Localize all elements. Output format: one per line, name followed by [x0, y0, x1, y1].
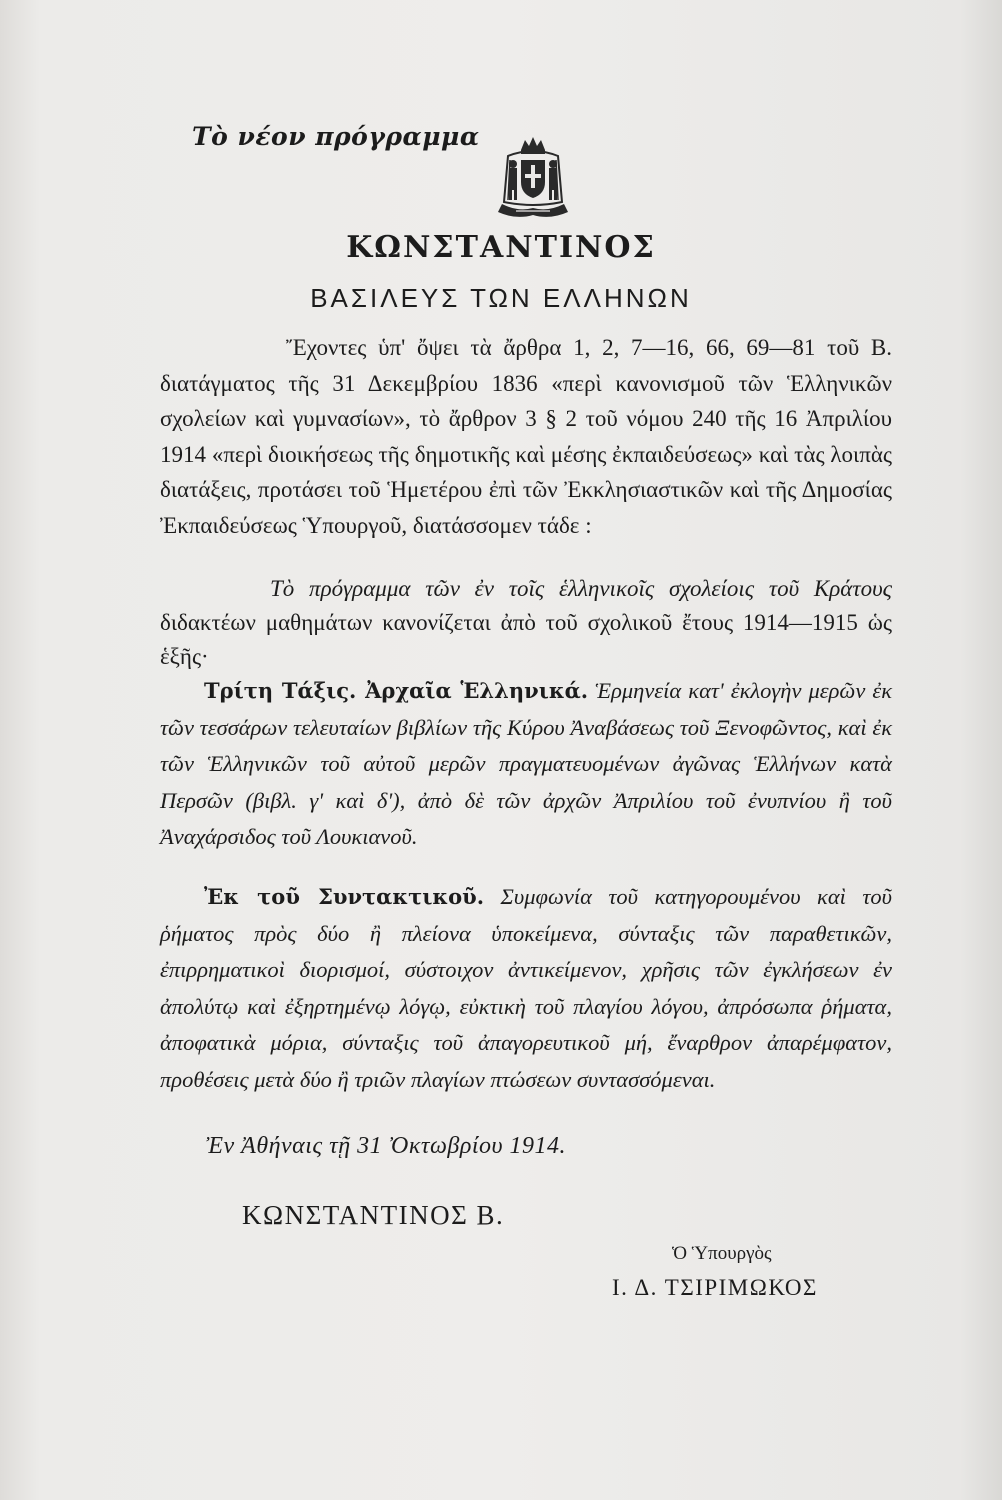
minister-name: Ι. Δ. ΤΣΙΡΙΜΩΚΟΣ	[612, 1275, 818, 1300]
minister-label: Ὁ Ὑπουργὸς	[672, 1243, 772, 1264]
royal-coat-of-arms-icon	[488, 132, 578, 222]
page-title: Τὸ νέον πρόγραμμα	[192, 122, 480, 151]
section-heading: Ἐκ τοῦ Συντακτικοῦ.	[204, 884, 485, 909]
program-intro-plain: διδακτέων μαθημάτων κανονίζεται ἀπὸ τοῦ σχολικοῦ ἔτους 1914—1915 ὡς ἑξῆς·	[160, 610, 892, 669]
section-syntax	[160, 879, 892, 1098]
king-signature: ΚΩΝΣΤΑΝΤΙΝΟΣ Β.	[242, 1200, 505, 1230]
king-name: ΚΩΝΣΤΑΝΤΙΝΟΣ	[346, 230, 656, 265]
section-heading: Τρίτη Τάξις. Ἀρχαῖα Ἑλληνικά.	[204, 678, 589, 703]
section-greek-texts	[160, 673, 892, 856]
section-text: Συμφωνία τοῦ κατηγορουμένου καὶ τοῦ ῥήματος πρὸς δύο ἢ πλείονα ὑποκείμενα, σύνταξις τῶν παραθετικῶν, ἐπιρρηματικοὶ διορισμοί, σύστοιχον ἀντικείμενον, χρῆσις τῶν ἐγκλήσεων ἐν ἀπολύτῳ καὶ ἐξηρτημένῳ λόγῳ, εὐκτικὴ τοῦ πλαγίου λόγου, ἀπρόσωπα ῥήματα, ἀποφατικὰ μόρια, σύνταξις τοῦ ἀπαγορευτικοῦ μή, ἔναρθρον ἀπαρέμφατον, προθέσεις μετὰ δύο ἢ τριῶν πλαγίων πτώσεων συντασσόμεναι.	[160, 884, 893, 1092]
section-text: Ἑρμηνεία κατ' ἐκλογὴν μερῶν ἐκ τῶν τεσσάρων τελευταίων βιβλίων τῆς Κύρου Ἀναβάσεως τοῦ Ξενοφῶντος, καὶ ἐκ τῶν Ἑλληνικῶν τοῦ αὐτοῦ μερῶν πραγματευομένων ἀγῶνας Ἑλλήνων κατὰ Περσῶν (βιβλ. γ' καὶ δ'), ἀπὸ δὲ τῶν ἀρχῶν Ἀπριλίου τοῦ ἐνυπνίου ἢ τοῦ Ἀναχάρσιδος τοῦ Λουκιανοῦ.	[160, 678, 893, 849]
king-title: ΒΑΣΙΛΕΥΣ ΤΩΝ ΕΛΛΗΝΩΝ	[310, 283, 692, 313]
dateline: Ἐν Ἀθήναις τῇ 31 Ὀκτωβρίου 1914.	[206, 1133, 567, 1159]
decree-preamble: Ἔχοντες ὑπ' ὄψει τὰ ἄρθρα 1, 2, 7—16, 66, 69—81 τοῦ Β. διατάγματος τῆς 31 Δεκεμβρίου 1836 «περὶ κανονισμοῦ τῶν Ἑλληνικῶν σχολείων καὶ γυμνασίων», τὸ ἄρθρον 3 § 2 τοῦ νόμου 240 τῆς 16 Ἀπριλίου 1914 «περὶ διοικήσεως τῆς δημοτικῆς καὶ μέσης ἐκπαιδεύσεως» καὶ τὰς λοιπὰς διατάξεις, προτάσει τοῦ Ἡμετέρου ἐπὶ τῶν Ἐκκλησιαστικῶν καὶ τῆς Δημοσίας Ἐκπαιδεύσεως Ὑπουργοῦ, διατάσσομεν τάδε :	[160, 335, 892, 538]
program-intro-italic: Τὸ πρόγραμμα τῶν ἐν τοῖς ἑλληνικοῖς σχολείοις τοῦ Κράτους	[270, 576, 892, 601]
program-intro	[160, 572, 892, 674]
